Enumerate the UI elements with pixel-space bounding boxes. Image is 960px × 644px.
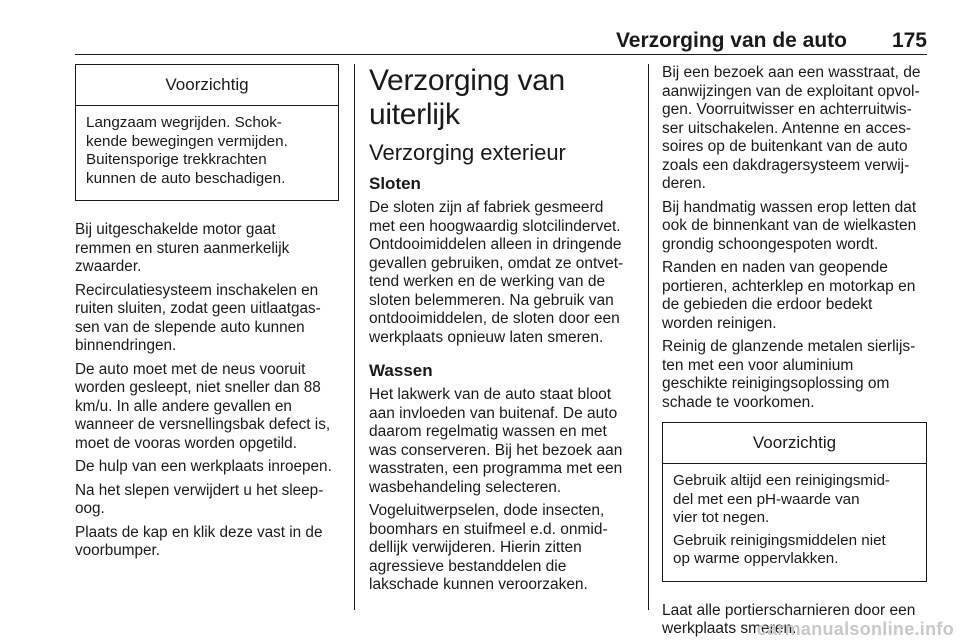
paragraph: De auto moet met de neus vooruit worden gesleept, niet sneller dan 88 km/u. In alle andere gevallen en wanneer de versnellingsbak defect is, moet de vooras worden opgetild.	[75, 360, 331, 452]
page-number: 175	[891, 29, 927, 52]
section-title: Verzorging van uiterlijk	[369, 64, 565, 131]
caution-text: Langzaam wegrijden. Schok- kende bewegingen vermijden. Buitensporige trekkrachten kunnen de auto beschadigen.	[86, 114, 288, 187]
paragraph: De sloten zijn af fabriek gesmeerd met een hoogwaardig slotcilindervet. Ontdooimiddelen alleen in dringende gevallen gebruiken, omdat ze ontvet- tend werken en de werking van de sloten belemmeren. Na gebruik van ontdooimiddelen, de sloten door een werkplaats opnieuw laten smeren.	[369, 199, 624, 346]
caution-text: Gebruik altijd een reinigingsmid- del met een pH-waarde van vier tot negen.	[673, 472, 890, 526]
paragraph: Bij een bezoek aan een wasstraat, de aanwijzingen van de exploitant opvol- gen. Voorruitwisser en achterruitwis- ser uitschakelen. Antenne en acces- soires op de buitenkant van de auto zoals een dakdragersysteem verwij- deren.	[662, 64, 921, 192]
watermark: carmanualsonline.info	[756, 619, 954, 639]
caution-text: Gebruik reinigingsmiddelen niet op warme oppervlakken.	[673, 531, 886, 567]
caution-box	[662, 422, 927, 582]
paragraph: Recirculatiesysteem inschakelen en ruiten sluiten, zodat geen uitlaatgas- sen van de slepende auto kunnen binnendringen.	[75, 281, 321, 354]
header-title: Verzorging van de auto	[615, 29, 847, 52]
caution-box	[75, 64, 339, 201]
paragraph: Bij handmatig wassen erop letten dat ook de binnenkant van de wielkasten grondig schoongespoten wordt.	[662, 198, 917, 253]
paragraph: Reinig de glanzende metalen sierlijs- ten met een voor aluminium geschikte reinigingsoplossing om schade te voorkomen.	[662, 338, 916, 411]
caution-title: Voorzichtig	[76, 65, 338, 106]
column-divider	[648, 64, 649, 610]
caution-title: Voorzichtig	[663, 423, 926, 464]
paragraph: Randen en naden van geopende portieren, achterklep en motorkap en de gebieden die erdoor bedekt worden reinigen.	[662, 259, 916, 332]
column-2	[369, 64, 634, 600]
paragraph: Het lakwerk van de auto staat bloot aan invloeden van buitenaf. De auto daarom regelmatig wassen en met was conserveren. Bij het bezoek aan wasstraten, een programma met een wasbehandeling selecteren.	[369, 386, 623, 496]
paragraph: De hulp van een werkplaats inroepen.	[75, 458, 332, 475]
page-header	[75, 28, 927, 55]
paragraph: Laat alle portierscharnieren door een werkplaats smeren.	[662, 601, 916, 637]
heading-sloten: Sloten	[369, 174, 421, 193]
heading-wassen: Wassen	[369, 361, 433, 380]
paragraph: Plaats de kap en klik deze vast in de voorbumper.	[75, 523, 323, 559]
paragraph: Na het slepen verwijdert u het sleep- oog.	[75, 481, 324, 517]
column-divider	[354, 64, 355, 610]
column-1	[75, 64, 339, 566]
paragraph: Bij uitgeschakelde motor gaat remmen en sturen aanmerkelijk zwaarder.	[75, 221, 290, 275]
paragraph: Vogeluitwerpselen, dode insecten, boomhars en stuifmeel e.d. onmid- dellijk verwijderen. Hierin zitten agressieve bestanddelen die lakschade kunnen veroorzaken.	[369, 502, 608, 593]
column-3	[662, 64, 927, 644]
subsection-title: Verzorging exterieur	[369, 140, 566, 165]
